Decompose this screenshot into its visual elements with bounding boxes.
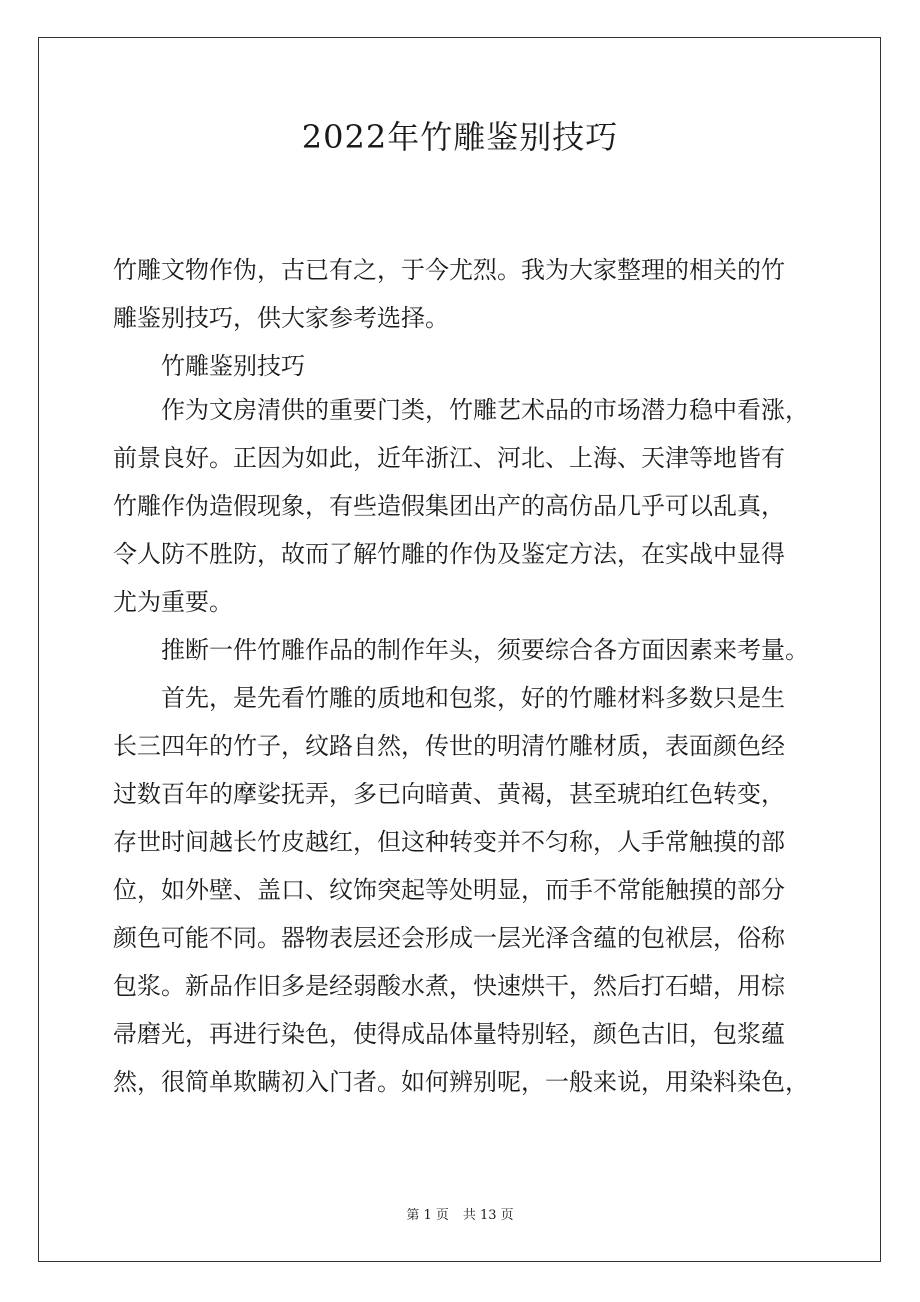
body-line: 过数百年的摩娑抚弄，多已向暗黄、黄褐，甚至琥珀红色转变，: [113, 780, 785, 808]
body-line: 推断一件竹雕作品的制作年头，须要综合各方面因素来考量。: [161, 636, 809, 664]
body-line: 雕鉴别技巧，供大家参考选择。: [113, 304, 449, 332]
body-line: 作为文房清供的重要门类，竹雕艺术品的市场潜力稳中看涨，: [161, 396, 809, 424]
body-line: 首先，是先看竹雕的质地和包浆，好的竹雕材料多数只是生: [161, 684, 785, 712]
body-line: 存世时间越长竹皮越红，但这种转变并不匀称，人手常触摸的部: [113, 828, 785, 856]
body-line: 帚磨光，再进行染色，使得成品体量特别轻，颜色古旧，包浆蕴: [113, 1020, 785, 1048]
body-line: 然，很简单欺瞒初入门者。如何辨别呢，一般来说，用染料染色，: [113, 1068, 809, 1096]
body-line: 颜色可能不同。器物表层还会形成一层光泽含蕴的包袱层，俗称: [113, 924, 785, 952]
body-line: 包浆。新品作旧多是经弱酸水煮，快速烘干，然后打石蜡，用棕: [113, 972, 785, 1000]
body-line: 尤为重要。: [113, 588, 233, 616]
body-line: 位，如外壁、盖口、纹饰突起等处明显，而手不常能触摸的部分: [113, 876, 785, 904]
body-line: 长三四年的竹子，纹路自然，传世的明清竹雕材质，表面颜色经: [113, 732, 785, 760]
page-total: 共 13 页: [462, 1208, 514, 1223]
body-line: 竹雕作伪造假现象，有些造假集团出产的高仿品几乎可以乱真，: [113, 492, 785, 520]
body-line: 令人防不胜防，故而了解竹雕的作伪及鉴定方法，在实战中显得: [113, 540, 785, 568]
document-body: [113, 258, 813, 1118]
page-number: 第 1 页: [406, 1208, 449, 1223]
body-line: 前景良好。正因为如此，近年浙江、河北、上海、天津等地皆有: [113, 444, 785, 472]
document-title: 2022年竹雕鉴别技巧: [301, 118, 619, 156]
page-footer: [0, 1207, 920, 1225]
body-line: 竹雕文物作伪，古已有之，于今尤烈。我为大家整理的相关的竹: [113, 256, 785, 284]
section-heading: 竹雕鉴别技巧: [161, 352, 305, 380]
